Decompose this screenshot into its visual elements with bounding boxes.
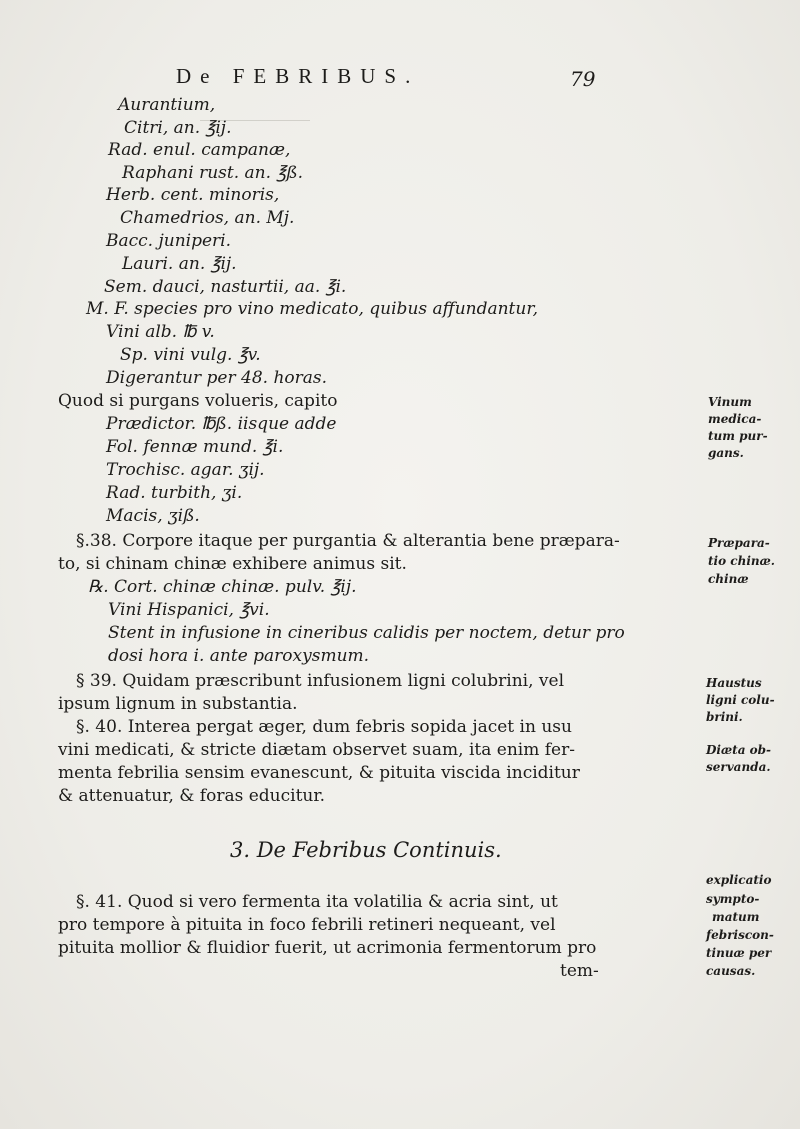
recipe-line: ℞. Cort. chinæ chinæ. pulv. ℥ij.: [88, 577, 357, 597]
marginal-note: tum pur-: [708, 429, 768, 443]
recipe-line: Aurantium,: [118, 95, 216, 115]
marginal-note: gans.: [708, 446, 744, 460]
marginal-note: ligni colu-: [706, 693, 775, 707]
marginal-note: medica-: [708, 412, 762, 426]
marginal-note: sympto-: [706, 892, 760, 906]
recipe-line: Macis, ʒiß.: [106, 506, 200, 526]
paragraph-line: tem-: [560, 961, 599, 981]
recipe-line: Herb. cent. minoris,: [106, 185, 280, 205]
recipe-line: Sp. vini vulg. ℥v.: [120, 345, 261, 365]
recipe-line: dosi hora i. ante paroxysmum.: [108, 646, 370, 666]
recipe-line: Fol. fennæ mund. ℥i.: [106, 437, 284, 457]
page-number: 79: [570, 67, 596, 91]
marginal-note: causas.: [706, 964, 756, 978]
recipe-line: Vini Hispanici, ℥vi.: [108, 600, 270, 620]
recipe-line: M. F. species pro vino medicato, quibus affundantur,: [86, 299, 539, 319]
recipe-line: Rad. enul. campanæ,: [108, 140, 291, 160]
paragraph-line: menta febrilia sensim evanescunt, & pituita viscida inciditur: [58, 763, 580, 783]
recipe-line: Citri, an. ℥ij.: [124, 118, 232, 138]
paragraph-line: §. 40. Interea pergat æger, dum febris sopida jacet in usu: [76, 717, 572, 737]
paragraph-line: §.38. Corpore itaque per purgantia & alterantia bene præpara-: [76, 531, 620, 551]
paragraph-line: ipsum lignum in substantia.: [58, 694, 298, 714]
recipe-line: Raphani rust. an. ℥ß.: [122, 163, 303, 183]
recipe-line: Rad. turbith, ʒi.: [106, 483, 243, 503]
marginal-note: febriscon-: [706, 928, 774, 942]
marginal-note: servanda.: [706, 760, 771, 774]
marginal-note: Vinum: [708, 395, 752, 409]
recipe-line: Stent in infusione in cineribus calidis per noctem, detur pro: [108, 623, 625, 643]
paragraph-line: §. 41. Quod si vero fermenta ita volatilia & acria sint, ut: [76, 892, 558, 912]
marginal-note: matum: [712, 910, 760, 924]
recipe-line: Sem. dauci, nasturtii, aa. ℥i.: [104, 277, 347, 297]
marginal-note: Diæta ob-: [706, 743, 772, 757]
paragraph-line: pro tempore à pituita in foco febrili retineri nequeant, vel: [58, 915, 556, 935]
marginal-note: brini.: [706, 710, 743, 724]
recipe-line: Lauri. an. ℥ij.: [122, 254, 237, 274]
running-head-title: De FEBRIBUS.: [176, 64, 420, 88]
paragraph-line: § 39. Quidam præscribunt infusionem ligni colubrini, vel: [76, 671, 565, 691]
paragraph-line: to, si chinam chinæ exhibere animus sit.: [58, 554, 407, 574]
marginal-note: chinæ: [708, 572, 749, 586]
marginal-note: Præpara-: [708, 536, 770, 550]
recipe-line: Chamedrios, an. Mj.: [120, 208, 295, 228]
recipe-line: Bacc. juniperi.: [106, 231, 231, 251]
paragraph-line: pituita mollior & fluidior fuerit, ut acrimonia fermentorum pro: [58, 938, 597, 958]
paragraph-line: & attenuatur, & foras educitur.: [58, 786, 326, 806]
recipe-line: Vini alb. ℔ v.: [106, 322, 215, 342]
paragraph-line: vini medicati, & stricte diætam observet suam, ita enim fer-: [58, 740, 575, 760]
recipe-line: Digerantur per 48. horas.: [106, 368, 328, 388]
marginal-note: Haustus: [706, 676, 762, 690]
section-title: 3. De Febribus Continuis.: [230, 838, 502, 862]
marginal-note: tinuæ per: [706, 946, 772, 960]
paragraph-line: Quod si purgans volueris, capito: [58, 391, 338, 411]
recipe-line: Prædictor. ℔ß. iisque adde: [106, 414, 337, 434]
recipe-line: Trochisc. agar. ʒij.: [106, 460, 265, 480]
marginal-note: explicatio: [706, 873, 772, 887]
marginal-note: tio chinæ.: [708, 554, 775, 568]
